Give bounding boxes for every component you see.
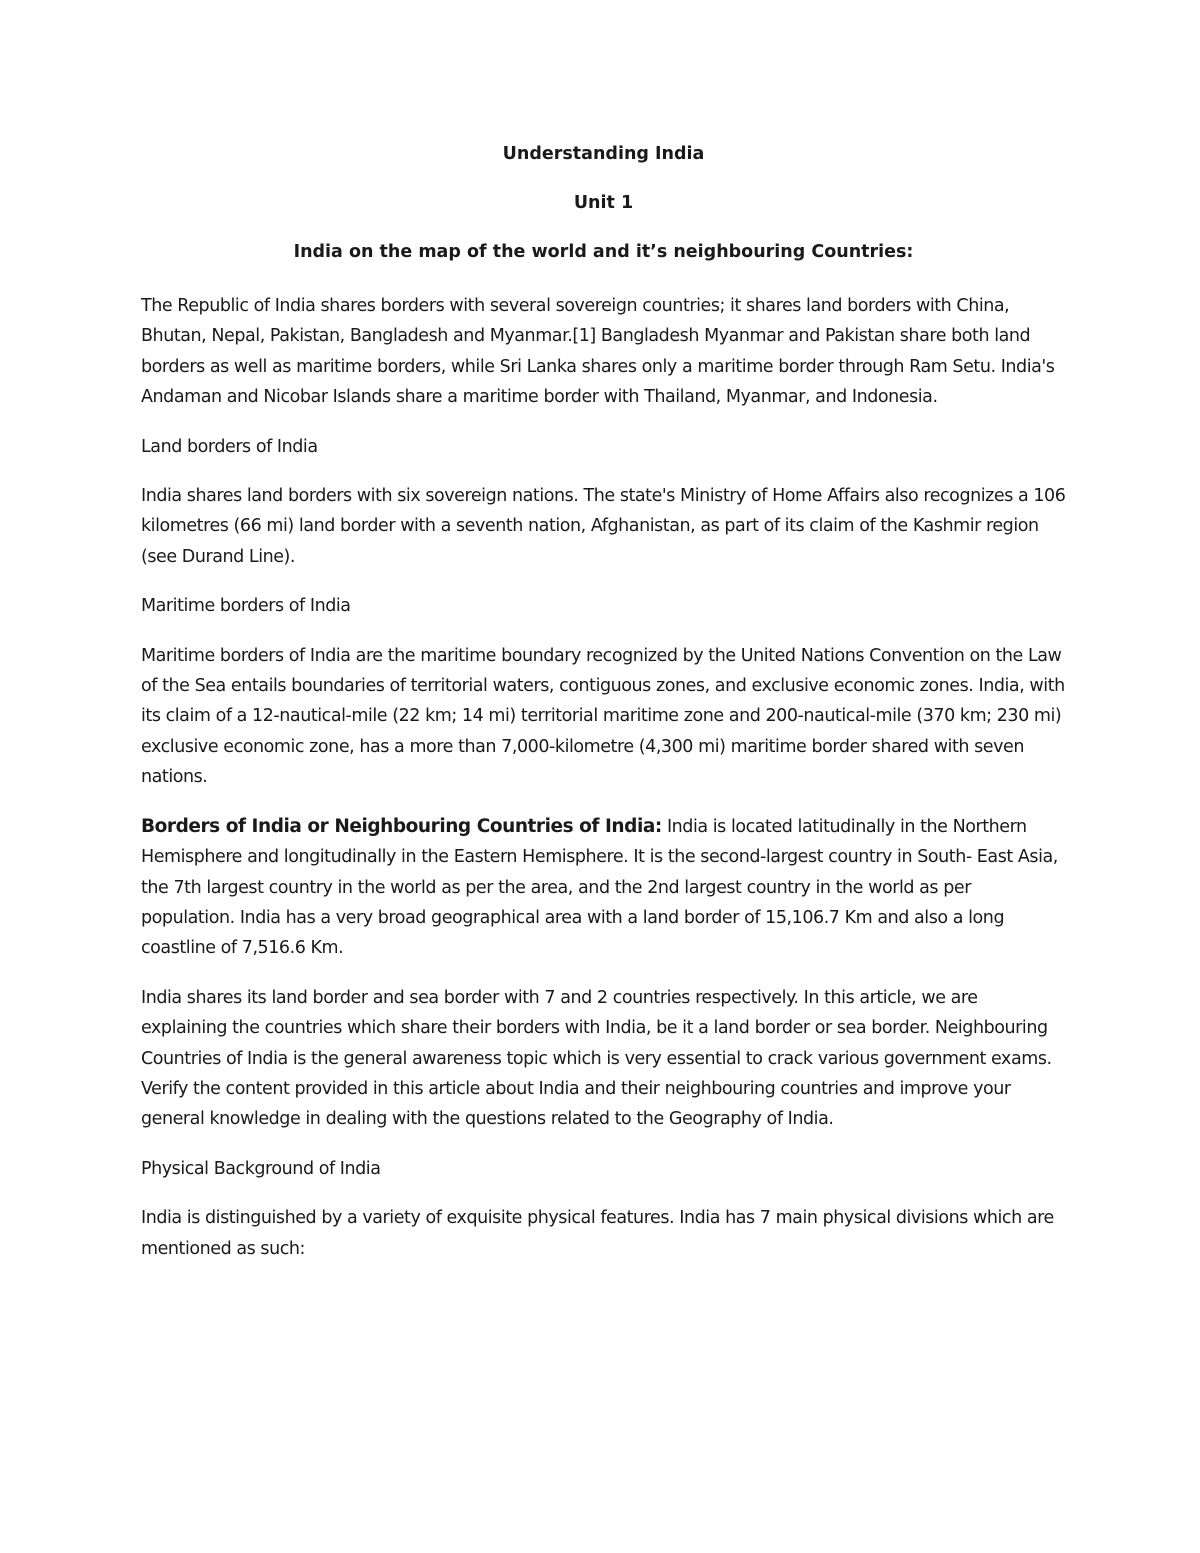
land-borders-paragraph: India shares land borders with six sovereign nations. The state's Ministry of Home Affairs also recognizes a 106 kilometres (66 mi) land border with a seventh nation, Afghanistan, as part of its claim of the Kashmir region (see Durand Line). — [141, 486, 1066, 567]
unit-heading: Unit 1 — [573, 193, 634, 213]
neighbours-paragraph — [141, 812, 1066, 964]
maritime-borders-paragraph: Maritime borders of India are the maritime boundary recognized by the United Nations Convention on the Law of the Sea entails boundaries of territorial waters, contiguous zones, and exclusive economic zones. India, with its claim of a 12-nautical-mile (22 km; 14 mi) territorial maritime zone and 200-nautical-mile (370 km; 230 mi) exclusive economic zone, has a more than 7,000-kilometre (4,300 mi) maritime border shared with seven nations. — [141, 645, 1065, 788]
document-body — [141, 142, 1066, 1283]
intro-paragraph: The Republic of India shares borders with several sovereign countries; it shares land borders with China, Bhutan, Nepal, Pakistan, Bangladesh and Myanmar.[1] Bangladesh Myanmar and Pakistan share both land borders as well as maritime borders, while Sri Lanka shares only a maritime border through Ram Setu. India's Andaman and Nicobar Islands share a maritime border with Thailand, Myanmar, and Indonesia. — [141, 296, 1055, 408]
document-title: Understanding India — [502, 144, 705, 164]
physical-background-paragraph: India is distinguished by a variety of exquisite physical features. India has 7 main physical divisions which are mentioned as such: — [141, 1208, 1054, 1259]
physical-background-heading: Physical Background of India — [141, 1158, 381, 1179]
land-borders-heading: Land borders of India — [141, 436, 318, 457]
neighbours-text: India is located latitudinally in the Northern Hemisphere and longitudinally in the Eastern Hemisphere. It is the second-largest country in South- East Asia, the 7th largest country in the world as per the area, and the 2nd largest country in the world as per population. India has a very broad geographical area with a land border of 15,106.7 Km and also a long coastline of 7,516.6 Km. — [141, 816, 1058, 959]
article-paragraph: India shares its land border and sea border with 7 and 2 countries respectively. In this article, we are explaining the countries which share their borders with India, be it a land border or sea border. Neighbouring Countries of India is the general awareness topic which is very essential to crack various government exams. Verify the content provided in this article about India and their neighbouring countries and improve your general knowledge in dealing with the questions related to the Geography of India. — [141, 987, 1052, 1130]
section-heading: India on the map of the world and it’s neighbouring Countries: — [293, 242, 914, 262]
neighbours-label: Borders of India or Neighbouring Countries of India: — [141, 815, 662, 837]
maritime-borders-heading: Maritime borders of India — [141, 596, 351, 617]
